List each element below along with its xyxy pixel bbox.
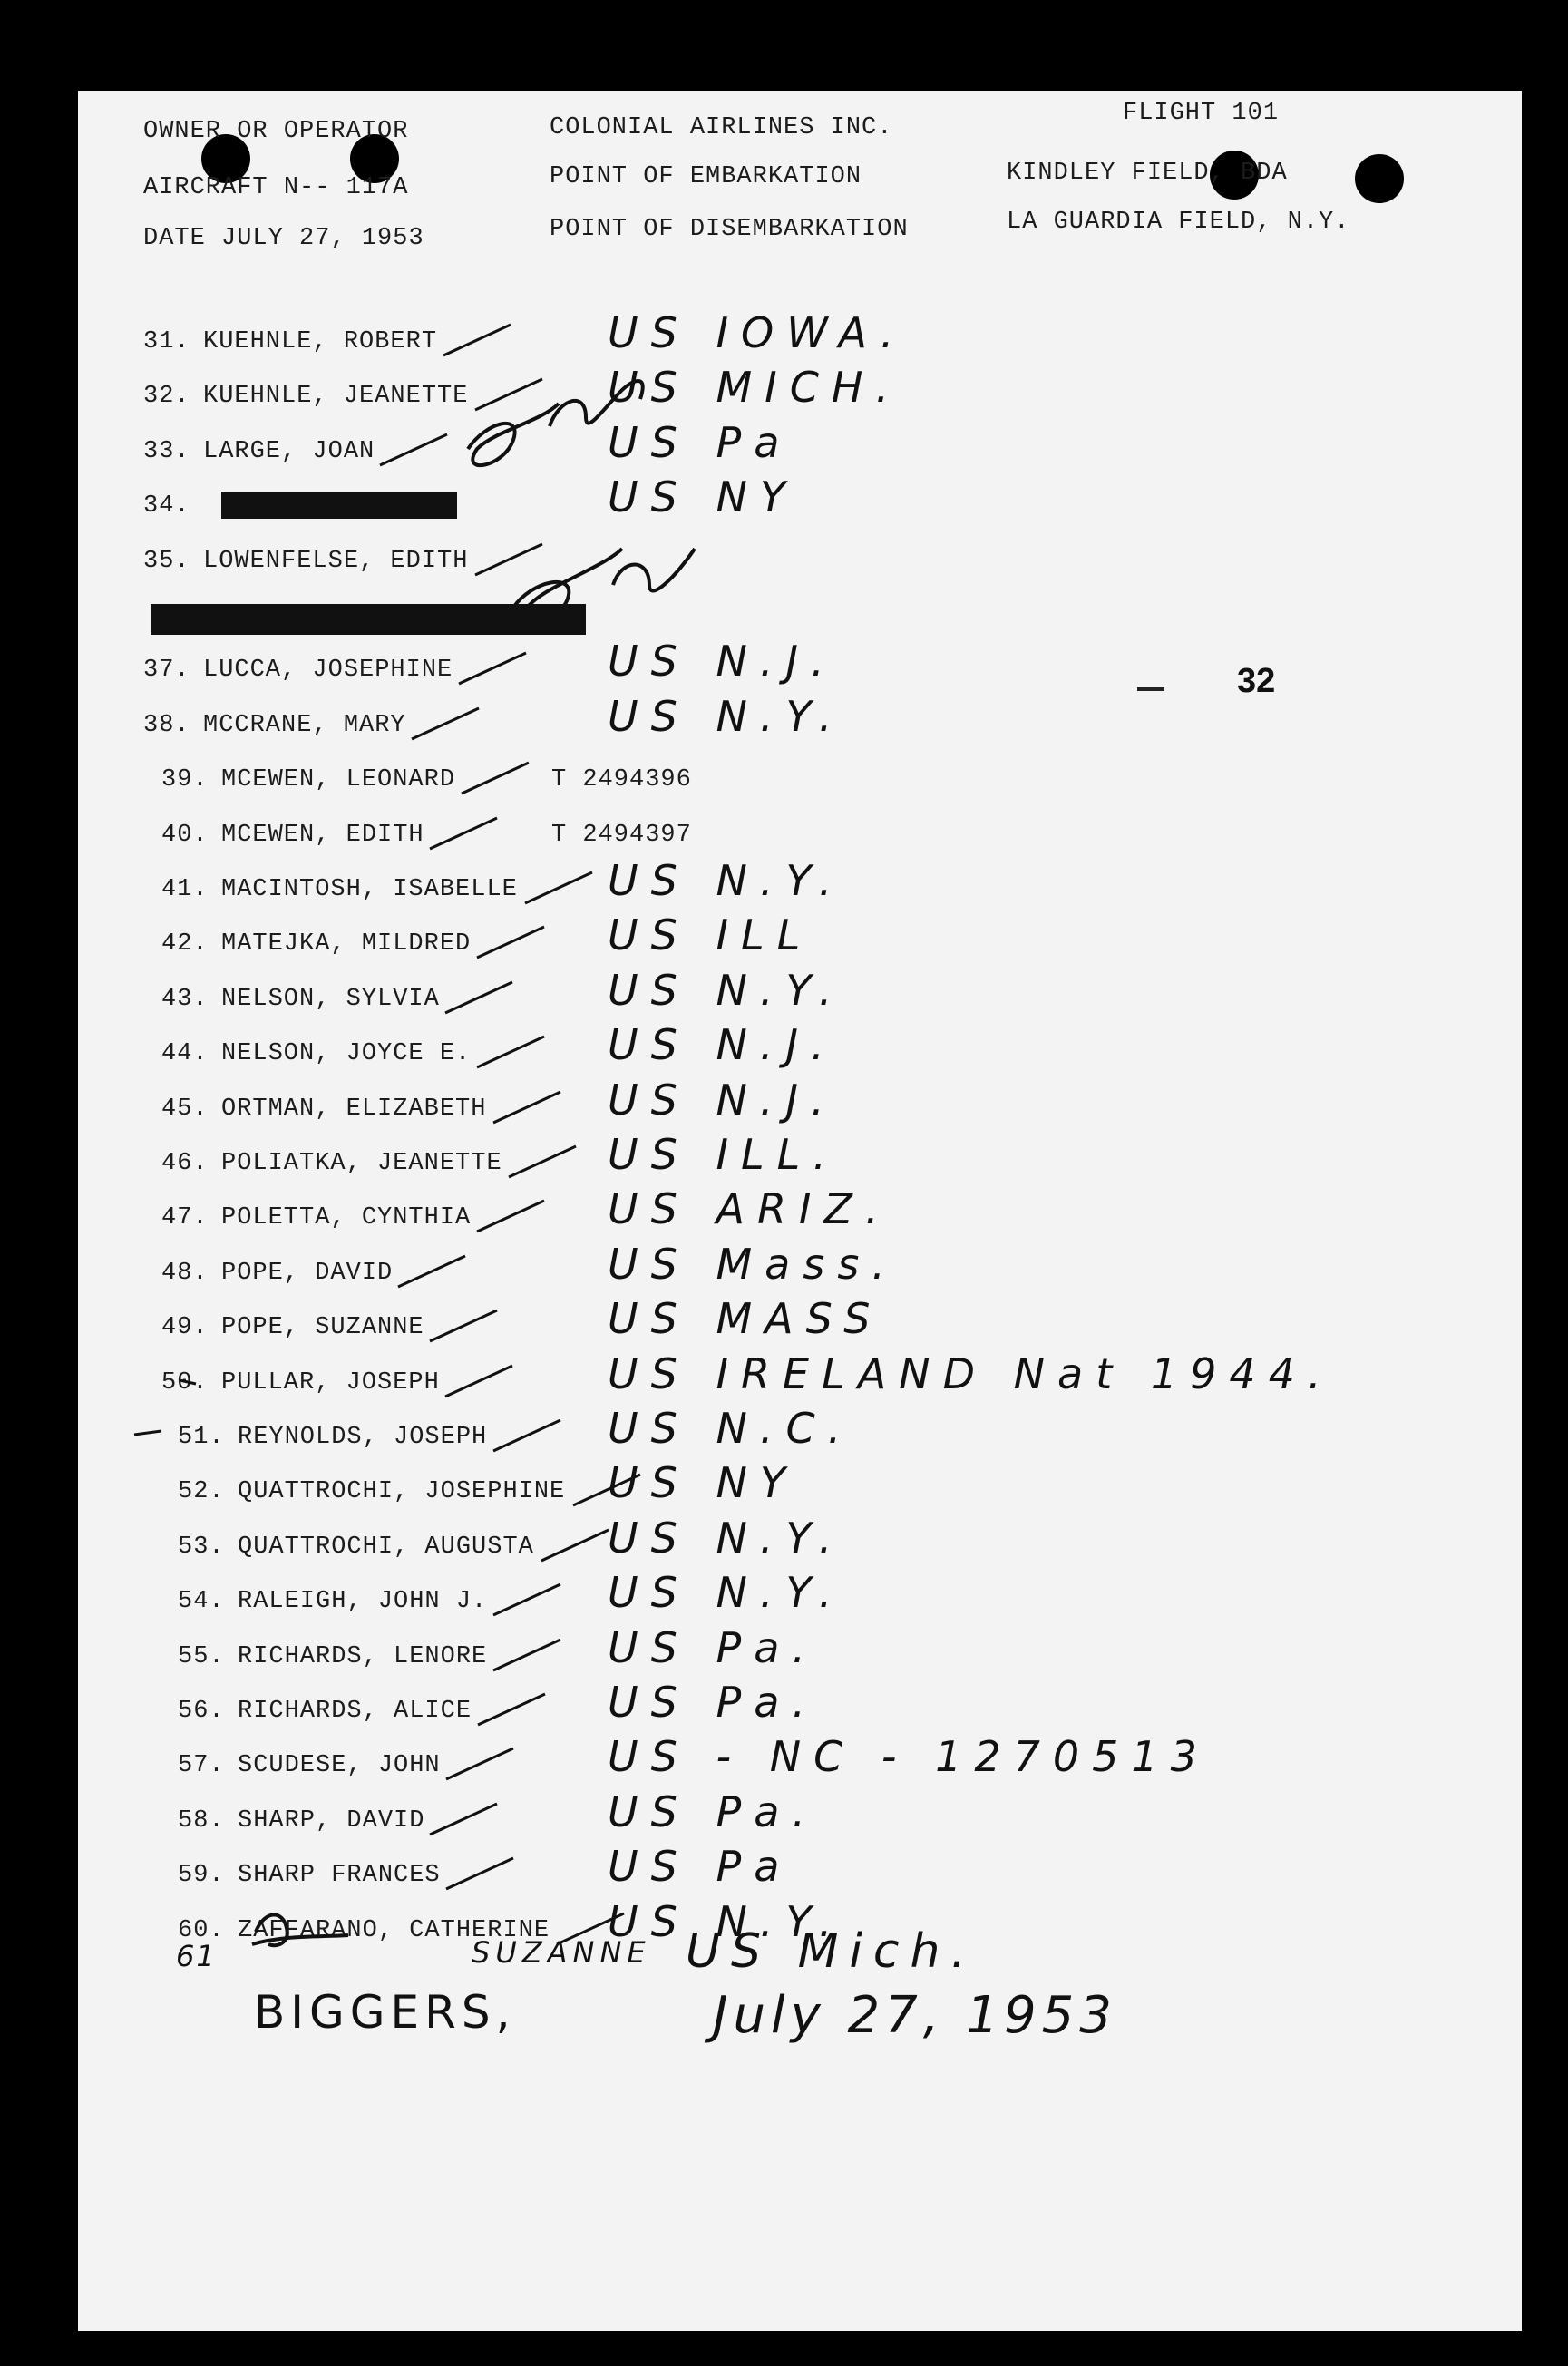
passenger-note: US Mass. — [608, 1239, 898, 1289]
passenger-name: POLETTA, CYNTHIA — [221, 1204, 472, 1232]
passenger-note: US Pa. — [608, 1678, 819, 1727]
passenger-name: POLIATKA, JEANETTE — [221, 1150, 502, 1177]
passenger-number: 43. — [161, 985, 209, 1013]
passenger-name: QUATTROCHI, JOSEPHINE — [238, 1478, 566, 1506]
passenger-name: MCEWEN, EDITH — [221, 821, 424, 849]
passenger-note: US N.Y. — [608, 1513, 845, 1563]
passenger-name: SHARP FRANCES — [238, 1862, 441, 1890]
passenger-name: LUCCA, JOSEPHINE — [203, 657, 453, 685]
handwritten-marks — [78, 91, 1522, 2331]
passenger-note: US IOWA. — [608, 308, 907, 357]
passenger-note: US N.Y. — [608, 691, 845, 741]
passenger-number: 38. — [143, 711, 190, 739]
passenger-name: RALEIGH, JOHN J. — [238, 1588, 488, 1616]
passenger-number: 54. — [178, 1588, 225, 1616]
passenger-name: KUEHNLE, ROBERT — [203, 328, 438, 355]
passenger-name: NELSON, JOYCE E. — [221, 1040, 472, 1068]
passenger-note: US - NC - 1270513 — [608, 1732, 1210, 1782]
entry-61-surname: BIGGERS, — [254, 1986, 516, 2039]
passenger-note: US N.C. — [608, 1404, 854, 1453]
passenger-note: US N.Y. — [608, 1896, 845, 1946]
passenger-name: KUEHNLE, JEANETTE — [203, 383, 469, 411]
initials-signature-mark — [513, 549, 695, 619]
passenger-name: POPE, SUZANNE — [221, 1314, 424, 1342]
passenger-name: RICHARDS, ALICE — [238, 1698, 472, 1725]
passenger-note: US MASS — [608, 1294, 883, 1344]
passenger-note: US ILL. — [608, 1130, 839, 1179]
passenger-number: 35. — [143, 547, 190, 575]
passenger-note: US NY — [608, 472, 798, 522]
page-number: 32 — [1237, 662, 1276, 700]
passenger-note: US N.Y. — [608, 1568, 845, 1618]
passenger-number: 45. — [161, 1095, 209, 1123]
passenger-note: T 2494396 — [551, 766, 692, 794]
passenger-note: US N.Y. — [608, 965, 845, 1015]
passenger-number: 53. — [178, 1533, 225, 1561]
passenger-number: 37. — [143, 657, 190, 685]
passenger-note: US ILL — [608, 910, 813, 960]
passenger-number: 48. — [161, 1259, 209, 1287]
passenger-name: PULLAR, JOSEPH — [221, 1368, 440, 1397]
passenger-name: LARGE, JOAN — [203, 437, 375, 465]
passenger-note: US NY — [608, 1458, 798, 1508]
passenger-note: US Pa — [608, 1842, 793, 1892]
passenger-note: US N.J. — [608, 637, 837, 686]
passenger-name: RICHARDS, LENORE — [238, 1642, 488, 1670]
passenger-note: T 2494397 — [551, 821, 692, 849]
airline-name: COLONIAL AIRLINES INC. — [550, 114, 893, 141]
passenger-number: 46. — [161, 1150, 209, 1177]
passenger-number: 44. — [161, 1040, 209, 1068]
flight-number: FLIGHT 101 — [1123, 100, 1280, 127]
handwritten-date: July 27, 1953 — [713, 1986, 1117, 2045]
passenger-name: NELSON, SYLVIA — [221, 985, 440, 1013]
manifest-date: DATE JULY 27, 1953 — [143, 225, 424, 252]
passenger-note: US N.Y. — [608, 856, 845, 905]
passenger-name: MATEJKA, MILDRED — [221, 930, 472, 959]
passenger-number: 32. — [143, 383, 190, 411]
embarkation-label: POINT OF EMBARKATION — [550, 163, 862, 190]
owner-label: OWNER OR OPERATOR — [143, 118, 409, 145]
passenger-note: US ARIZ. — [608, 1184, 891, 1234]
initials-signature-mark — [468, 381, 643, 465]
passenger-number: 34. — [143, 492, 190, 521]
manifest-page — [78, 91, 1522, 2331]
passenger-number: 47. — [161, 1204, 209, 1232]
passenger-number: 51. — [178, 1424, 225, 1451]
passenger-number: 39. — [161, 766, 209, 794]
embarkation-point: KINDLEY FIELD, BDA — [1007, 160, 1288, 187]
passenger-name: POPE, DAVID — [221, 1259, 394, 1287]
passenger-note: US Pa. — [608, 1787, 819, 1836]
passenger-number: 50. — [161, 1368, 209, 1397]
passenger-number: 55. — [178, 1642, 225, 1670]
crossed-out-name — [252, 1914, 348, 1945]
aircraft-number: AIRCRAFT N-- 117A — [143, 174, 409, 201]
entry-61-number: 61 — [176, 1939, 217, 1973]
passenger-number: 57. — [178, 1752, 225, 1780]
passenger-number: 59. — [178, 1862, 225, 1890]
passenger-name: SHARP, DAVID — [238, 1806, 425, 1835]
passenger-number: 58. — [178, 1806, 225, 1835]
passenger-note: US Pa. — [608, 1622, 819, 1672]
passenger-name: REYNOLDS, JOSEPH — [238, 1424, 488, 1451]
disembarkation-label: POINT OF DISEMBARKATION — [550, 216, 909, 243]
passenger-note: US MICH. — [608, 363, 902, 413]
passenger-number: 60. — [178, 1916, 225, 1944]
passenger-note: US IRELAND Nat 1944. — [608, 1349, 1334, 1398]
passenger-name: LOWENFELSE, EDITH — [203, 547, 469, 575]
margin-tick — [134, 1380, 196, 1435]
entry-61-note: US Mich. — [686, 1924, 977, 1979]
passenger-number: 49. — [161, 1314, 209, 1342]
passenger-name: QUATTROCHI, AUGUSTA — [238, 1533, 534, 1561]
passenger-name: MACINTOSH, ISABELLE — [221, 876, 518, 903]
passenger-number: 42. — [161, 930, 209, 959]
passenger-name: ORTMAN, ELIZABETH — [221, 1095, 487, 1123]
passenger-number: 40. — [161, 821, 209, 849]
passenger-number: 56. — [178, 1698, 225, 1725]
disembarkation-point: LA GUARDIA FIELD, N.Y. — [1007, 209, 1350, 236]
passenger-name: MCCRANE, MARY — [203, 711, 406, 739]
passenger-name: MCEWEN, LEONARD — [221, 766, 456, 794]
passenger-number: 41. — [161, 876, 209, 903]
passenger-name: ZAFFARANO, CATHERINE — [238, 1916, 550, 1944]
passenger-name: SCUDESE, JOHN — [238, 1752, 441, 1780]
passenger-number: 31. — [143, 328, 190, 355]
entry-61-first-name: SUZANNE — [472, 1935, 651, 1970]
passenger-note: US N.J. — [608, 1075, 837, 1125]
passenger-number: 52. — [178, 1478, 225, 1506]
passenger-note: US N.J. — [608, 1020, 837, 1070]
passenger-note: US Pa — [608, 417, 793, 467]
passenger-number: 33. — [143, 437, 190, 465]
